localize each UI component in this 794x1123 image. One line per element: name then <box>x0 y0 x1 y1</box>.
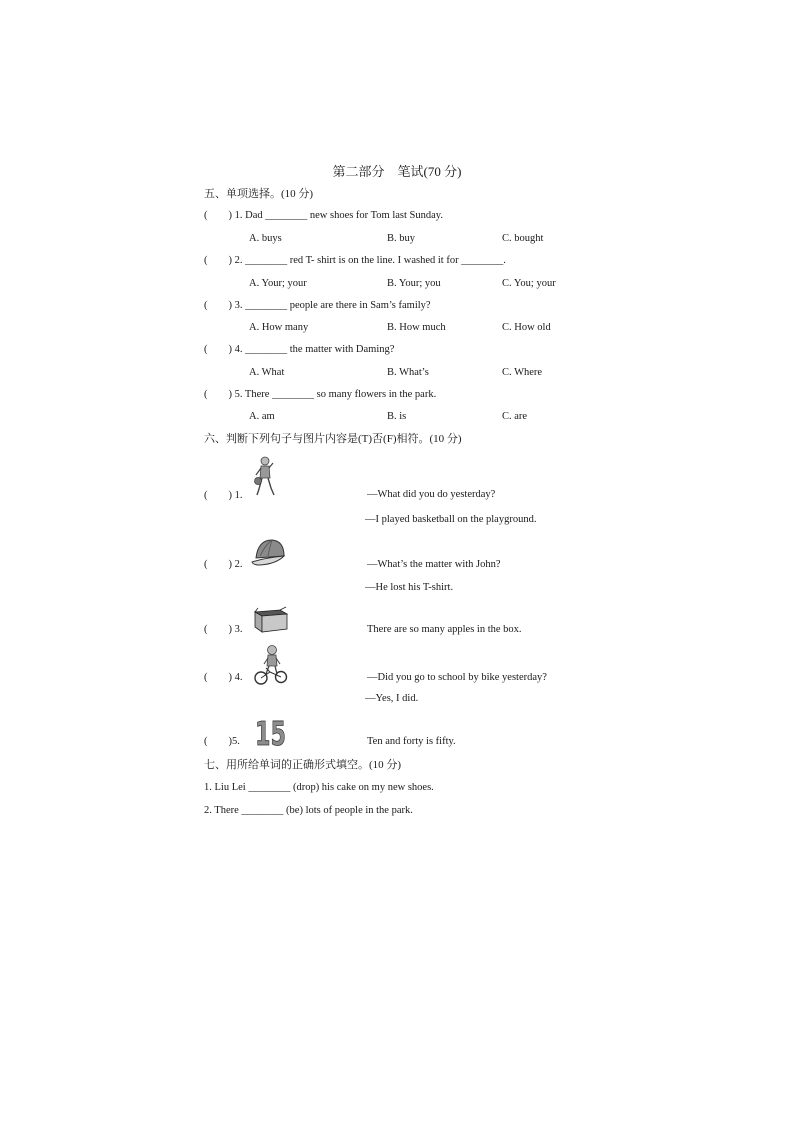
judge-item-2-number: ( ) 2. <box>204 559 243 570</box>
boy-on-bike-picture <box>252 644 288 686</box>
basketball-player-picture <box>250 455 280 499</box>
page-title: 第二部分 笔试(70 分) <box>332 164 462 179</box>
judge-item-2-line-2: —He lost his T-shirt. <box>365 582 454 593</box>
question-4-option-b: B. What’s <box>387 367 429 378</box>
judge-item-4-line-2: —Yes, I did. <box>365 693 419 704</box>
number-15-text: 15 <box>255 714 286 753</box>
judge-item-5-sentence: Ten and forty is fifty. <box>367 736 456 747</box>
judge-item-4-line-1: —Did you go to school by bike yesterday? <box>367 672 547 683</box>
question-5-option-c: C. are <box>502 411 528 422</box>
question-3-option-c: C. How old <box>502 322 551 333</box>
judge-item-4-number: ( ) 4. <box>204 672 243 683</box>
question-1-option-c: C. bought <box>502 233 544 244</box>
fill-item-2: 2. There ________ (be) lots of people in the park. <box>204 805 413 816</box>
question-5-stem: ( ) 5. There ________ so many flowers in the park. <box>204 389 437 400</box>
question-4-option-a: A. What <box>249 367 285 378</box>
judge-item-5-number: ( )5. <box>204 736 240 747</box>
question-1-option-b: B. buy <box>387 233 416 244</box>
question-3-option-a: A. How many <box>249 322 309 333</box>
judge-item-1-number: ( ) 1. <box>204 490 243 501</box>
cap-picture <box>250 536 290 568</box>
section-heading-true-false: 六、判断下列句子与图片内容是(T)否(F)相符。(10 分) <box>204 433 462 445</box>
number-15-picture <box>254 713 288 753</box>
question-3-stem: ( ) 3. ________ people are there in Sam’s family? <box>204 300 431 311</box>
question-2-stem: ( ) 2. ________ red T- shirt is on the line. I washed it for ________. <box>204 255 506 266</box>
empty-box-picture <box>252 606 290 634</box>
judge-item-2-line-1: —What’s the matter with John? <box>367 559 501 570</box>
judge-item-3-sentence: There are so many apples in the box. <box>367 624 522 635</box>
question-2-option-c: C. You; your <box>502 278 556 289</box>
question-2-option-b: B. Your; you <box>387 278 441 289</box>
question-4-stem: ( ) 4. ________ the matter with Daming? <box>204 344 395 355</box>
section-heading-multiple-choice: 五、单项选择。(10 分) <box>204 188 314 200</box>
question-1-stem: ( ) 1. Dad ________ new shoes for Tom last Sunday. <box>204 210 443 221</box>
question-5-option-b: B. is <box>387 411 407 422</box>
judge-item-3-number: ( ) 3. <box>204 624 243 635</box>
judge-item-1-line-2: —I played basketball on the playground. <box>365 514 537 525</box>
question-1-option-a: A. buys <box>249 233 282 244</box>
fill-item-1: 1. Liu Lei ________ (drop) his cake on my new shoes. <box>204 782 434 793</box>
question-4-option-c: C. Where <box>502 367 543 378</box>
question-3-option-b: B. How much <box>387 322 446 333</box>
judge-item-1-line-1: —What did you do yesterday? <box>367 489 496 500</box>
question-2-option-a: A. Your; your <box>249 278 307 289</box>
section-heading-fill-in: 七、用所给单词的正确形式填空。(10 分) <box>204 759 402 771</box>
question-5-option-a: A. am <box>249 411 275 422</box>
